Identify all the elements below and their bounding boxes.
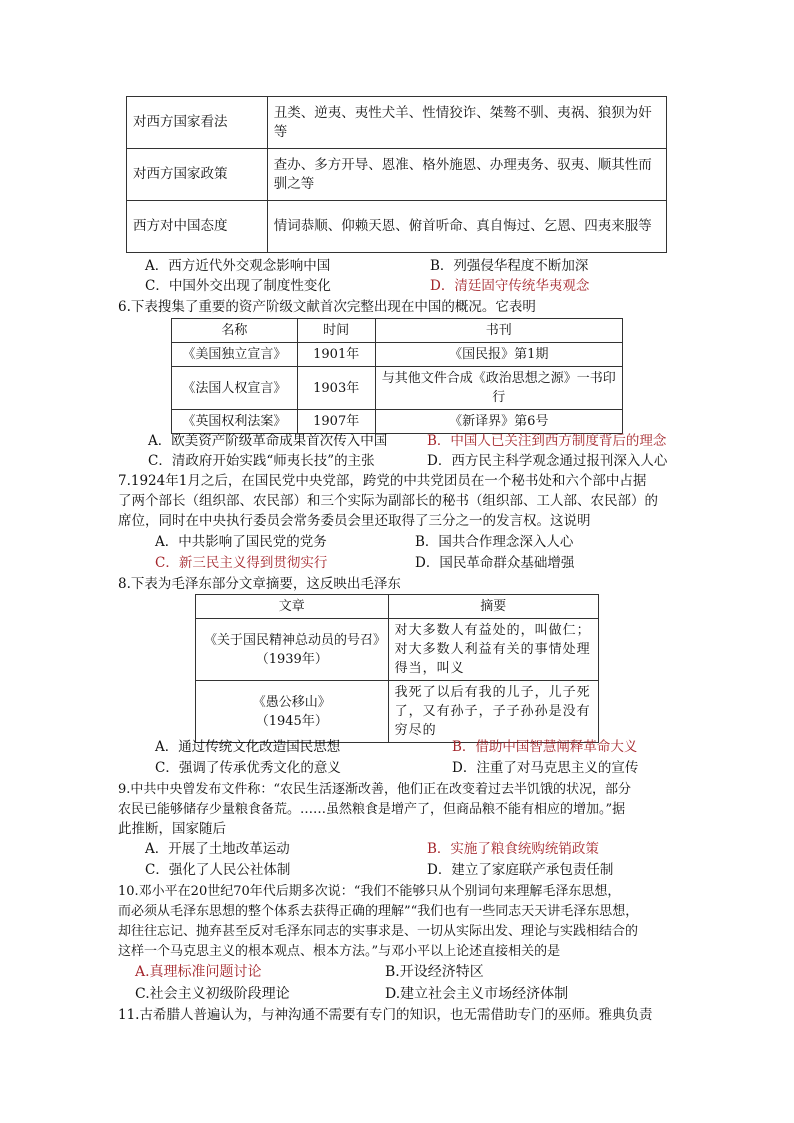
summary-cell: 对大多数人有益处的，叫做仁；对大多数人利益有关的事情处理得当，叫义 — [388, 619, 598, 681]
table-row — [127, 201, 667, 253]
q7-option-a: A．中共影响了国民党的党务 — [155, 534, 327, 550]
q6-option-a: A．欧美资产阶级革命成果首次传入中国 — [148, 433, 388, 449]
column-header: 时间 — [297, 319, 375, 343]
article-title: 《关于国民精神总动员的号召》 — [204, 632, 387, 648]
column-header: 名称 — [172, 319, 298, 343]
q10-stem-line: 却往往忘记、抛弃甚至反对毛泽东同志的实事求是、一切从实际出发、理论与实践相结合的 — [118, 924, 639, 939]
q7-option-b: B．国共合作理念深入人心 — [415, 534, 574, 550]
q9-option-b: B．实施了粮食统购统销政策 — [427, 841, 599, 857]
table-cell: 1907年 — [297, 410, 375, 434]
article-year: （1939年） — [255, 651, 328, 667]
table-row — [196, 619, 599, 681]
q6-option-d: D．西方民主科学观念通过报刊深入人心 — [427, 453, 668, 469]
column-header: 摘要 — [388, 595, 598, 619]
row-label: 对西方国家看法 — [127, 97, 268, 149]
q7-stem-line: 了两个部长（组织部、农民部）和三个实际为副部长的秘书（组织部、工人部、农民部）的 — [118, 493, 658, 509]
table-cell: 《美国独立宣言》 — [172, 343, 298, 367]
q9-option-a: A．开展了土地改革运动 — [145, 841, 290, 857]
q5-option-a: A．西方近代外交观念影响中国 — [145, 258, 331, 274]
q9-stem-line: 此推断，国家随后 — [118, 821, 226, 837]
q8-option-b: B．借助中国智慧阐释革命大义 — [452, 739, 638, 755]
article-title: 《愚公移山》 — [252, 694, 331, 710]
column-header: 文章 — [196, 595, 389, 619]
q6-option-c: C．清政府开始实践“师夷长技”的主张 — [148, 453, 375, 469]
article-year: （1945年） — [255, 713, 328, 729]
q8-option-a: A．通过传统文化改造国民思想 — [155, 739, 341, 755]
q10-option-a: A.真理标准问题讨论 — [135, 964, 262, 980]
table-row — [172, 367, 623, 410]
q7-stem-line: 7.1924年1月之后，在国民党中央党部，跨党的中共党团员在一个秘书处和六个部中占据 — [118, 473, 647, 489]
row-content: 丑类、逆夷、夷性犬羊、性情狡诈、桀骜不驯、夷祸、狼狈为奸等 — [267, 97, 666, 149]
q5-option-d: D．清廷固守传统华夷观念 — [430, 278, 590, 294]
q8-option-d: D．注重了对马克思主义的宣传 — [452, 760, 639, 776]
column-header: 书刊 — [375, 319, 622, 343]
q11-stem-line: 11.古希腊人普遍认为，与神沟通不需要有专门的知识，也无需借助专门的巫师。雅典负责 — [118, 1007, 653, 1023]
q6-option-b: B．中国人已关注到西方制度背后的理念 — [427, 433, 667, 449]
table-cell: 1901年 — [297, 343, 375, 367]
q5-option-c: C．中国外交出现了制度性变化 — [145, 278, 331, 294]
q8-option-c: C．强调了传承优秀文化的意义 — [155, 760, 341, 776]
q10-option-b: B.开设经济特区 — [385, 964, 484, 980]
q10-stem-line: 这样一个马克思主义的根本观点、根本方法。”与邓小平以上论述直接相关的是 — [118, 944, 561, 959]
articles-table — [195, 594, 599, 743]
article-cell — [196, 681, 389, 743]
summary-cell: 我死了以后有我的儿子，儿子死了，又有孙子，子子孙孙是没有穷尽的 — [388, 681, 598, 743]
row-label: 西方对中国态度 — [127, 201, 268, 253]
table-cell: 《国民报》第1期 — [375, 343, 622, 367]
table-header-row — [196, 595, 599, 619]
q5-option-b: B．列强侵华程度不断加深 — [430, 258, 589, 274]
table-row — [127, 149, 667, 201]
q10-stem-line: 10.邓小平在20世纪70年代后期多次说：“我们不能够只从个别词句来理解毛泽东思想， — [118, 884, 621, 899]
table-cell: 《英国权利法案》 — [172, 410, 298, 434]
row-label: 对西方国家政策 — [127, 149, 268, 201]
views-table — [126, 96, 667, 253]
documents-table — [171, 318, 623, 434]
table-cell: 《新译界》第6号 — [375, 410, 622, 434]
article-cell — [196, 619, 389, 681]
q7-option-d: D．国民革命群众基础增强 — [415, 555, 575, 571]
table-header-row — [172, 319, 623, 343]
table-row — [172, 410, 623, 434]
q8-stem: 8.下表为毛泽东部分文章摘要，这反映出毛泽东 — [118, 576, 401, 592]
table-row — [127, 97, 667, 149]
q6-stem: 6.下表搜集了重要的资产阶级文献首次完整出现在中国的概况。它表明 — [118, 299, 536, 315]
table-cell: 1903年 — [297, 367, 375, 410]
q10-option-d: D.建立社会主义市场经济体制 — [385, 986, 569, 1002]
row-content: 查办、多方开导、恩准、格外施恩、办理夷务、驭夷、顺其性而驯之等 — [267, 149, 666, 201]
q9-option-d: D．建立了家庭联产承包责任制 — [427, 862, 614, 878]
q7-stem-line: 席位，同时在中央执行委员会常务委员会里还取得了三分之一的发言权。这说明 — [118, 513, 591, 529]
table-cell: 《法国人权宣言》 — [172, 367, 298, 410]
q10-option-c: C.社会主义初级阶段理论 — [135, 986, 290, 1002]
q10-stem-line: 而必须从毛泽东思想的整个体系去获得正确的理解”“我们也有一些同志天天讲毛泽东思想， — [118, 904, 639, 919]
q9-option-c: C．强化了人民公社体制 — [145, 862, 291, 878]
row-content: 情词恭顺、仰赖天恩、俯首听命、真自悔过、乞恩、四夷来服等 — [267, 201, 666, 253]
table-row — [196, 681, 599, 743]
table-cell: 与其他文件合成《政治思想之源》一书印行 — [375, 367, 622, 410]
q7-option-c: C．新三民主义得到贯彻实行 — [155, 555, 328, 571]
table-row — [172, 343, 623, 367]
q9-stem-line: 9.中共中央曾发布文件称：“农民生活逐渐改善，他们正在改变着过去半饥饿的状况，部分 — [118, 782, 632, 797]
q9-stem-line: 农民已能够储存少量粮食备荒。……虽然粮食是增产了，但商品粮不能有相应的增加。”据 — [118, 802, 626, 817]
